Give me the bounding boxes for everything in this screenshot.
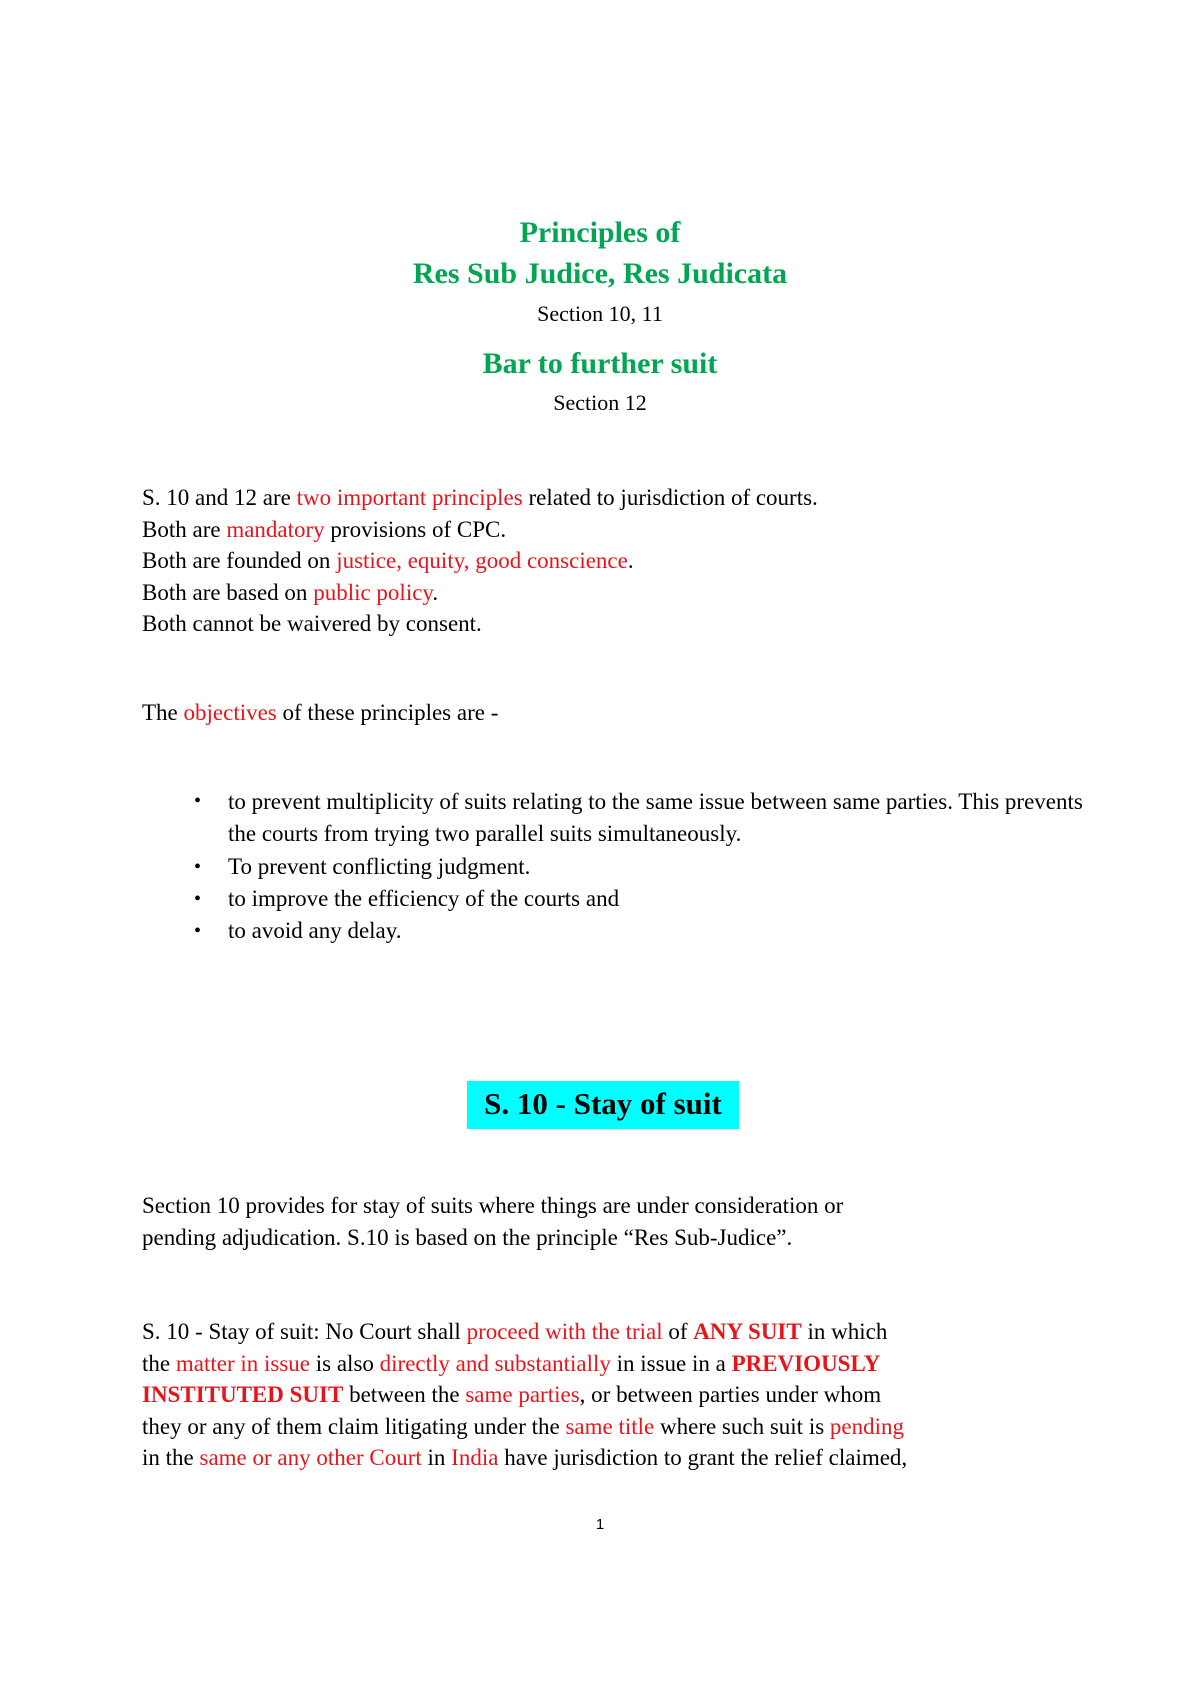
list-item (142, 883, 1082, 915)
emphasis-span: matter in issue (175, 1350, 310, 1376)
list-item (142, 915, 1082, 947)
s10-line-5 (142, 1442, 1082, 1474)
emphasis-span: proceed with the trial (466, 1319, 663, 1344)
text-span: . (627, 548, 634, 573)
s10-line-2 (142, 1348, 1082, 1380)
intro-line-2 (142, 514, 1082, 546)
emphasis-span: PREVIOUSLY (731, 1350, 881, 1376)
text-span: , or between parties under whom (579, 1382, 882, 1407)
emphasis-span: objectives (183, 700, 277, 725)
doc-title-line3: Bar to further suit (482, 347, 718, 380)
emphasis-span: public policy (313, 579, 433, 605)
list-item-text: to improve the efficiency of the courts and (228, 886, 620, 911)
bullet-icon: • (194, 790, 202, 812)
intro-line-5: Both cannot be waivered by consent. (142, 611, 482, 636)
doc-subtitle-sections-2: Section 12 (553, 390, 647, 415)
text-span: of these principles are - (276, 700, 499, 725)
text-span: . (432, 579, 439, 605)
s10-intro-line: Section 10 provides for stay of suits where things are under consideration or (142, 1193, 844, 1218)
text-span: Both are founded on (142, 548, 337, 573)
text-span: the (142, 1350, 176, 1376)
emphasis-span: same title (565, 1413, 655, 1439)
doc-subtitle-sections-1: Section 10, 11 (537, 301, 663, 326)
doc-title-line2: Res Sub Judice, Res Judicata (412, 257, 788, 290)
text-span: is also (310, 1350, 380, 1376)
s10-provision-paragraph (142, 1316, 1082, 1474)
emphasis-span: INSTITUTED SUIT (142, 1382, 344, 1407)
emphasis-span: two important principles (296, 485, 523, 510)
s10-intro-line: pending adjudication. S.10 is based on the principle “Res Sub-Judice”. (142, 1224, 793, 1250)
text-span: have jurisdiction to grant the relief claimed, (498, 1445, 908, 1470)
text-span: Both are based on (142, 579, 314, 605)
text-span: Both are (142, 516, 227, 542)
bullet-icon: • (194, 920, 202, 942)
objectives-list (142, 786, 1082, 947)
emphasis-span: same parties (465, 1382, 580, 1407)
s10-line-3 (142, 1379, 1082, 1411)
list-item-text: to prevent multiplicity of suits relating to the same issue between same parties. This prevents the courts from trying two parallel suits simultaneously. (228, 789, 1083, 846)
intro-line-3 (142, 545, 1082, 577)
text-span: S. 10 - Stay of suit: No Court shall (142, 1319, 467, 1344)
list-item-text: To prevent conflicting judgment. (228, 854, 531, 879)
s10-intro-paragraph (142, 1190, 1082, 1253)
bullet-icon: • (194, 856, 202, 878)
emphasis-span: mandatory (226, 516, 325, 542)
s10-line-4 (142, 1411, 1082, 1443)
text-span: in (421, 1445, 452, 1470)
emphasis-span: same or any other Court (199, 1445, 422, 1470)
text-span: in the (142, 1445, 200, 1470)
emphasis-span: India (451, 1445, 499, 1470)
page-number: 1 (595, 1516, 605, 1533)
intro-line-4 (142, 577, 1082, 609)
doc-title-line1: Principles of (519, 216, 681, 249)
text-span: between the (343, 1382, 466, 1407)
text-span: in issue in a (610, 1350, 732, 1376)
intro-line-1 (142, 482, 1082, 514)
bullet-icon: • (194, 888, 202, 910)
text-span: they or any of them claim litigating under the (142, 1413, 566, 1439)
emphasis-span: justice, equity, good conscience (336, 548, 628, 573)
list-item-text: to avoid any delay. (228, 918, 402, 943)
intro-paragraph (142, 482, 1082, 640)
emphasis-span: pending (829, 1413, 905, 1439)
text-span: provisions of CPC. (324, 516, 507, 542)
list-item (142, 786, 1088, 849)
section-heading: S. 10 - Stay of suit (484, 1086, 722, 1121)
list-item (142, 851, 1082, 883)
text-span: The (142, 700, 184, 725)
text-span: related to jurisdiction of courts. (522, 485, 818, 510)
objectives-line (142, 697, 1082, 729)
text-span: in which (801, 1319, 888, 1344)
s10-line-1 (142, 1316, 1082, 1348)
emphasis-span: directly and substantially (379, 1350, 611, 1376)
text-span: where such suit is (654, 1413, 830, 1439)
text-span: S. 10 and 12 are (142, 485, 297, 510)
emphasis-span: ANY SUIT (693, 1319, 802, 1344)
text-span: of (662, 1319, 694, 1344)
